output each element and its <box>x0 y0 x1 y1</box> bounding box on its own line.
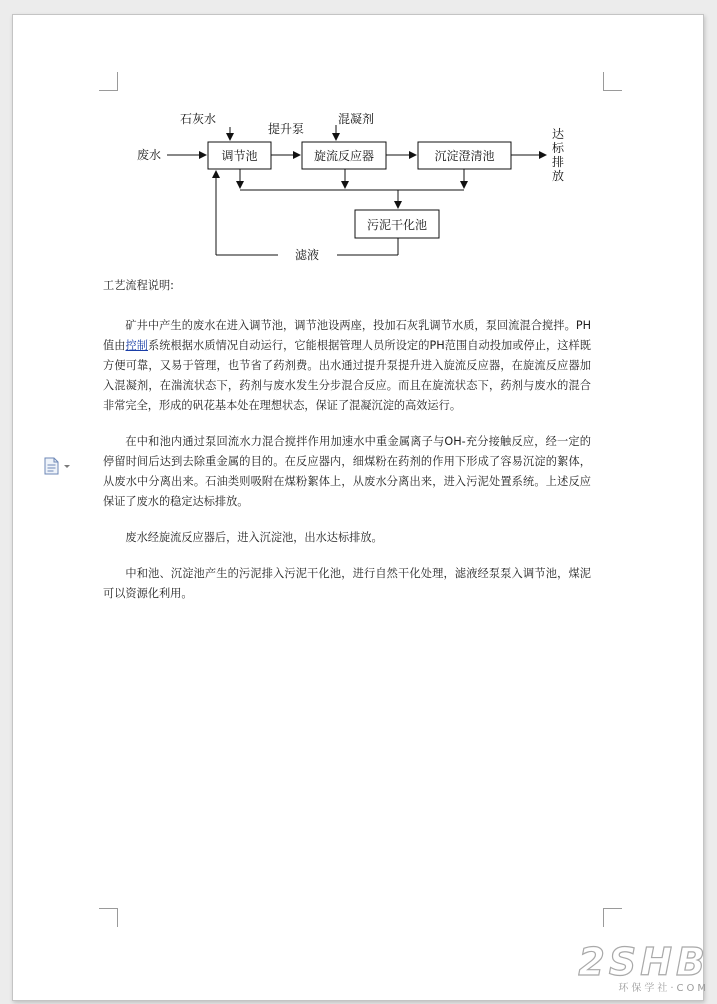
watermark-subtitle: 环保学社·COM <box>618 983 709 994</box>
label-wastewater: 废水 <box>137 148 162 162</box>
label-regulating-tank: 调节池 <box>221 149 258 163</box>
paragraph-3: 废水经旋流反应器后，进入沉淀池，出水达标排放。 <box>125 531 383 544</box>
process-flow-diagram <box>0 0 717 270</box>
paragraph-4: 中和池、沉淀池产生的污泥排入污泥干化池，进行自然干化处理，滤液经泵泵入调节池，煤泥可以资源化利用。 <box>103 567 591 600</box>
label-sludge-drying-pond: 污泥干化池 <box>366 218 428 232</box>
site-watermark <box>529 942 709 1000</box>
paragraph-1-start: 矿井中产生的废水在进入调节池，调节池设两座，投加石灰乳调节水质，泵回流混合搅拌。PH值由 <box>103 319 591 352</box>
label-filtrate: 滤液 <box>294 248 320 262</box>
label-clarifier: 沉淀澄清池 <box>434 149 495 163</box>
paste-options-marker[interactable] <box>43 457 73 475</box>
paragraph-2: 在中和池内通过泵回流水力混合搅拌作用加速水中重金属离子与OH-充分接触反应，经一定的停留时间后达到去除重金属的目的。在反应器内，细煤粉在药剂的作用下形成了容易沉淀的絮体，从废水中分离出来。石油类则吸附在煤粉絮体上，从废水分离出来，进入污泥处置系统。上述反应保证了废水的稳定达标排放。 <box>103 435 591 508</box>
paragraph-1 <box>103 316 591 416</box>
label-lime-water: 石灰水 <box>180 112 217 126</box>
label-discharge-char-3: 排 <box>552 155 565 169</box>
watermark-logo: 2SHB <box>578 940 709 984</box>
label-discharge-char-1: 达 <box>552 127 565 141</box>
label-cyclone-reactor: 旋流反应器 <box>313 149 375 163</box>
label-coagulant: 混凝剂 <box>338 112 375 126</box>
label-discharge-char-4: 放 <box>552 169 565 183</box>
document-paste-icon <box>43 457 73 475</box>
margin-corner-bottom-right <box>603 908 622 927</box>
label-lift-pump: 提升泵 <box>268 122 305 136</box>
label-discharge-char-2: 标 <box>552 141 565 155</box>
section-heading: 工艺流程说明: <box>103 279 174 292</box>
document-body <box>103 276 591 620</box>
control-link[interactable]: 控制 <box>125 339 149 352</box>
paragraph-1-end: 系统根据水质情况自动运行，它能根据管理人员所设定的PH范围自动投加或停止，这样既方便可靠，又易于管理，也节省了药剂费。出水通过提升泵提升进入旋流反应器，在旋流反应器加入混凝剂，在湍流状态下，药剂与废水发生分步混合反应。而且在旋流状态下，药剂与废水的混合非常完全，形成的矾花基本处在理想状态，保证了混凝沉淀的高效运行。 <box>103 339 591 412</box>
dropdown-arrow-icon <box>64 465 70 468</box>
margin-corner-bottom-left <box>99 908 118 927</box>
